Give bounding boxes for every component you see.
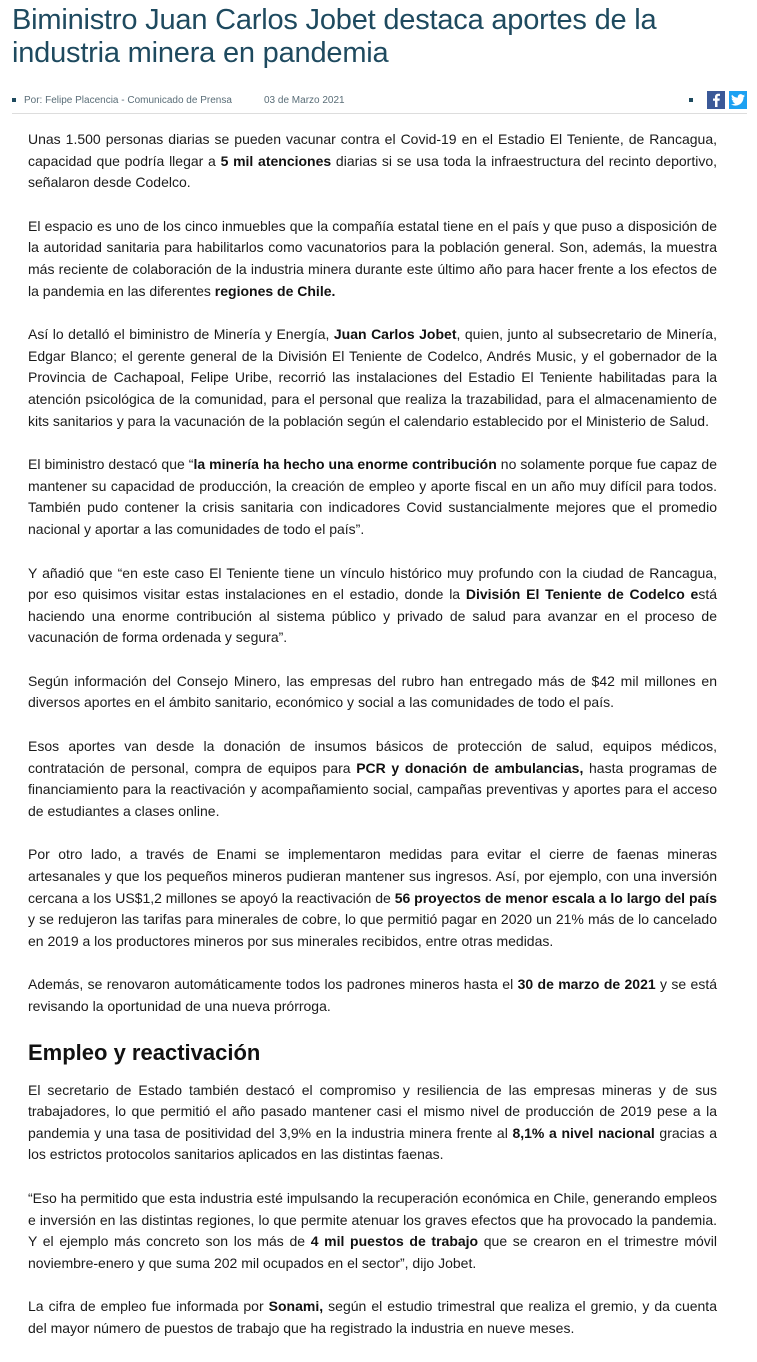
bold-text: Sonami, — [268, 1298, 324, 1315]
paragraph-text: diarias si se usa toda la infraestructura del recinto deportivo, señalaron desde Codelco. — [28, 152, 718, 191]
section-paragraphs — [28, 1080, 717, 1340]
paragraph-text: gracias a los estrictos protocolos sanitarios aplicados en las distintas faenas. — [28, 1124, 717, 1163]
paragraph-text: según el estudio trimestral que realiza el gremio, y da cuenta del mayor número de puestos de trabajo que ha registrado la industria en nueve meses. — [28, 1298, 717, 1336]
paragraph-text: El biministro destacó que “ — [28, 456, 194, 473]
paragraph-text: Y añadió que “en este caso El Teniente tiene un vínculo histórico muy profundo con la ciudad de Rancagua, por eso quisimos visitar estas instalaciones en el estadio, donde la — [28, 564, 717, 603]
article-paragraph — [28, 671, 717, 714]
article-paragraphs — [28, 129, 717, 1018]
paragraph-text: no solamente porque fue capaz de mantener su capacidad de producción, la creación de empleo y aporte fiscal en un año muy difícil para todos. También pudo contener la crisis sanitaria con indicadores Covid sustancialmente mejores que el promedio nacional y aportar a las comunidades de todo el país”. — [28, 456, 717, 537]
article-paragraph — [28, 1080, 717, 1166]
article-paragraph — [28, 844, 717, 952]
article-paragraph — [28, 563, 717, 649]
bold-text: la minería ha hecho una enorme contribución — [193, 456, 497, 473]
paragraph-text: , quien, junto al subsecretario de Minería, Edgar Blanco; el gerente general de la División El Teniente de Codelco, Andrés Music, y el gobernador de la Provincia de Cachapoal, Felipe Uribe, recorrió las instalaciones del Estadio El Teniente habilitadas para la atención psicológica de la comunidad, para el personal que realiza la trazabilidad, para el almacenamiento de kits sanitarios y para la vacunación de la población según el calendario establecido por el Ministerio de Salud. — [28, 326, 717, 429]
bold-text: 56 proyectos de menor escala a lo largo del país — [394, 889, 717, 906]
paragraph-text: Además, se renovaron automáticamente todos los padrones mineros hasta el — [28, 976, 518, 993]
article-paragraph — [28, 129, 717, 194]
bold-text: 5 mil atenciones — [220, 152, 332, 169]
bold-text: 30 de marzo de 2021 — [517, 976, 656, 993]
article-paragraph — [28, 454, 717, 540]
paragraph-text: hasta programas de financiamiento para la reactivación y acompañamiento social, campañas preventivas y aportes para el acceso de estudiantes a clases online. — [28, 759, 718, 819]
article-paragraph — [28, 324, 717, 432]
paragraph-text: que se crearon en el trimestre móvil noviembre-enero y que suma 202 mil ocupados en el sector”, dijo Jobet. — [28, 1233, 717, 1271]
twitter-bird-icon — [731, 94, 745, 106]
paragraph-text: “Eso ha permitido que esta industria esté impulsando la recuperación económica en Chile, generando empleos e inversión en las distintas regiones, lo que permite atenuar los graves efectos que ha provocado la pandemia. Y el ejemplo más concreto son los más de — [28, 1189, 717, 1250]
share-bar — [689, 91, 747, 109]
paragraph-text: El espacio es uno de los cinco inmuebles que la compañía estatal tiene en el país y que puso a disposición de la autoridad sanitaria para habilitarlos como vacunatorios para la población general. Son, además, la muestra más reciente de colaboración de la industria minera durante este último año para hacer frente a los efectos de la pandemia en las diferentes — [28, 217, 717, 299]
article-body — [28, 129, 717, 1362]
article-date: 03 de Marzo 2021 — [264, 95, 345, 106]
article-meta — [12, 91, 747, 114]
article-author: Por: Felipe Placencia - Comunicado de Prensa — [24, 95, 232, 106]
paragraph-text: El secretario de Estado también destacó el compromiso y resiliencia de las empresas mineras y de sus trabajadores, lo que permitió el año pasado mantener casi el mismo nivel de producción de 2019 pese a la pandemia y una tasa de positividad del 3,9% en la industria minera frente al — [28, 1081, 717, 1141]
bold-text: 8,1% a nivel nacional — [512, 1124, 655, 1141]
article-paragraph — [28, 216, 717, 302]
facebook-share-icon[interactable] — [707, 91, 725, 109]
paragraph-text: La cifra de empleo fue informada por — [28, 1298, 269, 1315]
bold-text: regiones de Chile. — [214, 282, 336, 299]
paragraph-text: y se redujeron las tarifas para minerales de cobre, lo que permitió pagar en 2020 un 21% más de lo cancelado en 2019 a los productores mineros por sus minerales recibidos, entre otras medidas. — [28, 911, 717, 949]
paragraph-text: Por otro lado, a través de Enami se implementaron medidas para evitar el cierre de faenas mineras artesanales y que los pequeños mineros pudieran mantener sus ingresos. Así, por ejemplo, con una inversión cercana a los US$1,2 millones se apoyó la reactivación de — [28, 846, 717, 906]
paragraph-text: Unas 1.500 personas diarias se pueden vacunar contra el Covid-19 en el Estadio El Teniente, de Rancagua, capacidad que podría llegar a — [28, 131, 717, 169]
bold-text: 4 mil puestos de trabajo — [310, 1233, 479, 1250]
section-heading: Empleo y reactivación — [28, 1039, 261, 1065]
facebook-icon — [711, 93, 721, 107]
paragraph-text: Según información del Consejo Minero, las empresas del rubro han entregado más de $42 mil millones en diversos aportes en el ámbito sanitario, económico y social a las comunidades de todo el país. — [28, 672, 717, 711]
article-paragraph — [28, 736, 717, 822]
bold-text: PCR y donación de ambulancias, — [356, 759, 584, 776]
article-paragraph — [28, 1188, 717, 1274]
paragraph-text: Así lo detalló el biministro de Minería y Energía, — [28, 326, 334, 343]
meta-bullet-icon — [12, 98, 16, 102]
paragraph-text: stá haciendo una enorme contribución al sistema público y privado de salud para avanzar en el proceso de vacunación de forma ordenada y segura”. — [28, 586, 717, 646]
article-headline: Biministro Juan Carlos Jobet destaca aportes de la industria minera en pandemia — [12, 4, 657, 69]
paragraph-text: y se está revisando la oportunidad de una nueva prórroga. — [28, 976, 718, 1014]
paragraph-text: Esos aportes van desde la donación de insumos básicos de protección de salud, equipos médicos, contratación de personal, compra de equipos para — [28, 738, 717, 776]
bold-text: Juan Carlos Jobet — [333, 326, 457, 343]
bold-text: División El Teniente de Codelco e — [465, 586, 699, 603]
article-paragraph — [28, 1296, 717, 1339]
article-paragraph — [28, 974, 717, 1017]
twitter-share-icon[interactable] — [729, 91, 747, 109]
share-bullet-icon — [689, 98, 693, 102]
